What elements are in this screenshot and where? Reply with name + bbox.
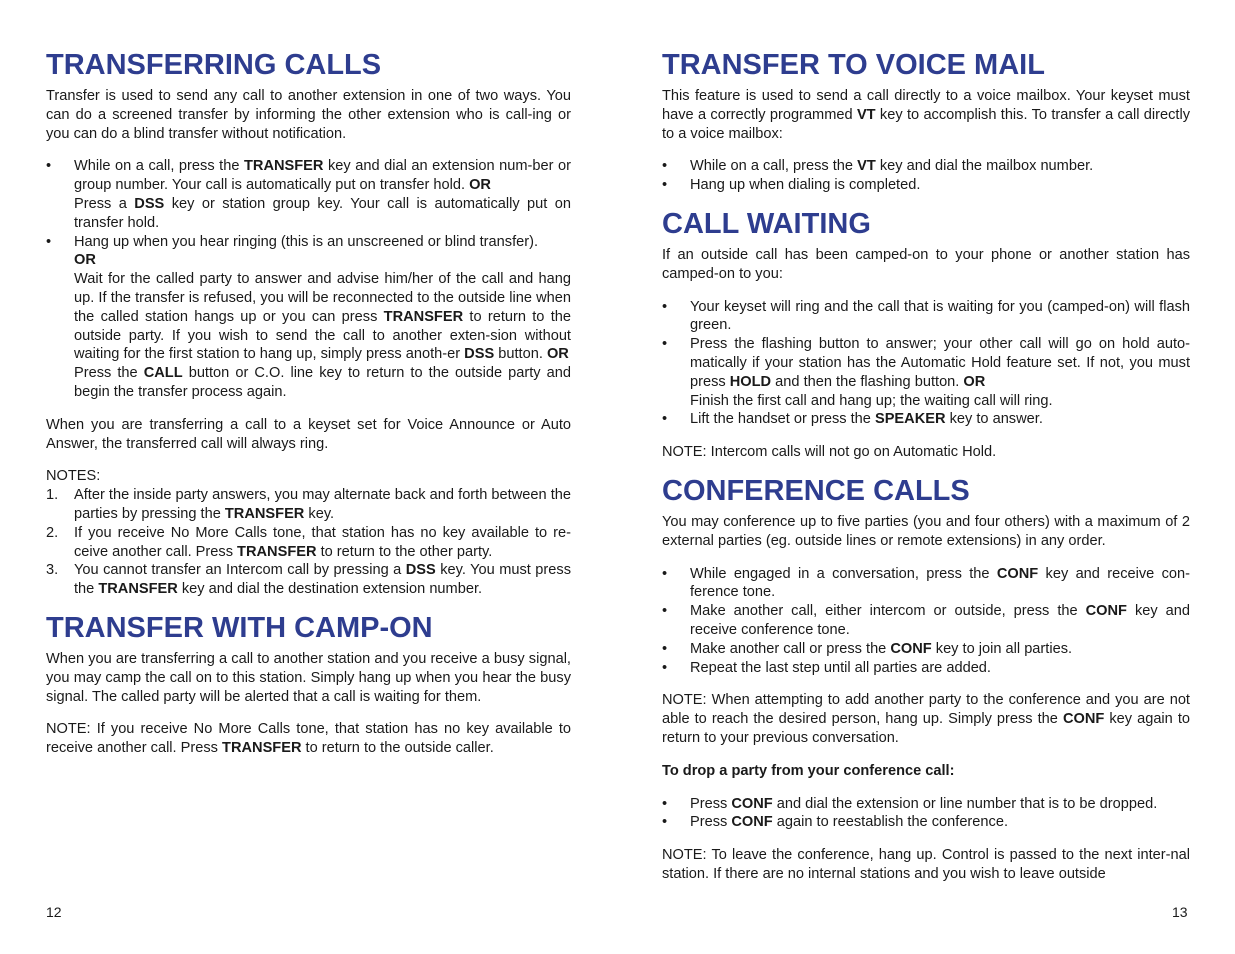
section-title-transferring-calls: TRANSFERRING CALLS [46,49,382,81]
list-item: • Hang up when dialing is completed. [662,177,921,194]
list-item: 1. After the inside party answers, you may alternate back and forth between the parties by pressing the TRANSFER key. [46,487,571,522]
section-title-conference-calls: CONFERENCE CALLS [662,474,970,507]
voice-mail-steps [662,157,1190,195]
right-page [662,48,1190,884]
drop-party-heading: To drop a party from your conference call: [662,762,955,779]
bullet: • [662,177,668,194]
list-item: • Lift the handset or press the SPEAKER key to answer. [662,411,1043,428]
voice-mail-intro: This feature is used to send a call directly to a voice mailbox. Your keyset must have a correctly programmed VT key to accomplish this. To transfer a call directly to a voice mailbox: [662,88,1191,142]
transferring-intro: Transfer is used to send any call to another extension in one of two ways. You can do a screened transfer by informing the other extension who is call-ing or you can do a blind transfer without notification. [46,88,571,142]
transferring-steps [46,157,571,401]
bullet: • [662,298,668,315]
left-page [46,48,571,758]
conference-intro: You may conference up to five parties (you and four others) with a maximum of 2 external parties (eg. outside lines or remote extensions) in any order. [662,513,1190,549]
notes-list [46,486,571,599]
list-item: • Hang up when you hear ringing (this is an unscreened or blind transfer). OR Wait for the called party to answer and advise him/her of the call and hang up. If the transfer is refused, you will be reconnected to the outside line when the called station hangs up or you can press TRANSFER to return to the outside party. If you wish to send the call to another exten-sion without waiting for the first station to hang up, simply press anoth-er DSS button. OR Press the CALL button or C.O. line key to return to the outside party and begin the transfer process again. [46,233,571,400]
section-title-call-waiting: CALL WAITING [662,207,871,240]
list-item: • Press CONF and dial the extension or line number that is to be dropped. [662,795,1158,812]
bullet: • [662,640,668,657]
page-number-right: 13 [1172,904,1188,920]
conference-note: NOTE: When attempting to add another party to the conference and you are not able to reach the desired person, hang up. Simply press the CONF key again to return to your previous conversation. [662,692,1190,746]
drop-party-steps [662,795,1190,833]
notes-label: NOTES: [46,468,101,485]
leave-conference-note: NOTE: To leave the conference, hang up. Control is passed to the next inter-nal station. If there are no internal stations and you wish to leave outside [662,847,1190,882]
bullet: • [662,565,668,582]
list-item: • Repeat the last step until all parties are added. [662,659,991,676]
bullet: • [662,795,668,812]
camp-on-note: NOTE: If you receive No More Calls tone, that station has no key available to receive another call. Press TRANSFER to return to the outside caller. [46,721,571,757]
bullet: • [46,158,52,175]
list-item: • While engaged in a conversation, press the CONF key and receive con-ference tone. [662,565,1191,601]
list-item: • While on a call, press the TRANSFER key and dial an extension num-ber or group number. Your call is automatically put on transfer hold. OR Press a DSS key or station group key. Your call is automatically put on transfer hold. [46,158,572,231]
bullet: • [662,336,668,353]
page-number-left: 12 [46,904,62,920]
camp-on-body: When you are transferring a call to another station and you receive a busy signal, you may camp the call on to this station. Simply hang up when you hear the busy signal. The called party will be alerted that a call is waiting for them. [46,650,571,705]
section-title-transfer-camp-on: TRANSFER WITH CAMP-ON [46,611,433,644]
list-item: 2. If you receive No More Calls tone, that station has no key available to re-ceive another call. Press TRANSFER to return to the other party. [46,524,571,560]
call-waiting-note: NOTE: Intercom calls will not go on Automatic Hold. [662,444,997,461]
list-item: • Make another call, either intercom or outside, press the CONF key and receive conference tone. [662,603,1190,638]
list-item: 3. You cannot transfer an Intercom call by pressing a DSS key. You must press the TRANSFER key and dial the destination extension number. [46,562,571,598]
call-waiting-steps [662,298,1190,430]
section-title-transfer-voice-mail: TRANSFER TO VOICE MAIL [662,49,1045,81]
list-item: • While on a call, press the VT key and dial the mailbox number. [662,158,1094,175]
bullet: • [662,814,668,831]
bullet: • [662,158,668,175]
list-item: • Press the flashing button to answer; your other call will go on hold auto-matically if your station has the Automatic Hold feature set. If not, you must press HOLD and then the flashing button. OR Finish the first call and hang up; the waiting call will ring. [662,336,1190,409]
conference-steps [662,565,1190,678]
list-item: • Press CONF again to reestablish the conference. [662,814,1008,831]
bullet: • [46,233,52,250]
voice-announce-note: When you are transferring a call to a keyset set for Voice Announce or Auto Answer, the transferred call will always ring. [46,416,571,452]
list-item: • Make another call or press the CONF key to join all parties. [662,640,1073,657]
bullet: • [662,603,668,620]
bullet: • [662,411,668,428]
list-item: • Your keyset will ring and the call that is waiting for you (camped-on) will flash green. [662,298,1190,334]
bullet: • [662,659,668,676]
call-waiting-intro: If an outside call has been camped-on to your phone or another station has camped-on to you: [662,246,1190,282]
